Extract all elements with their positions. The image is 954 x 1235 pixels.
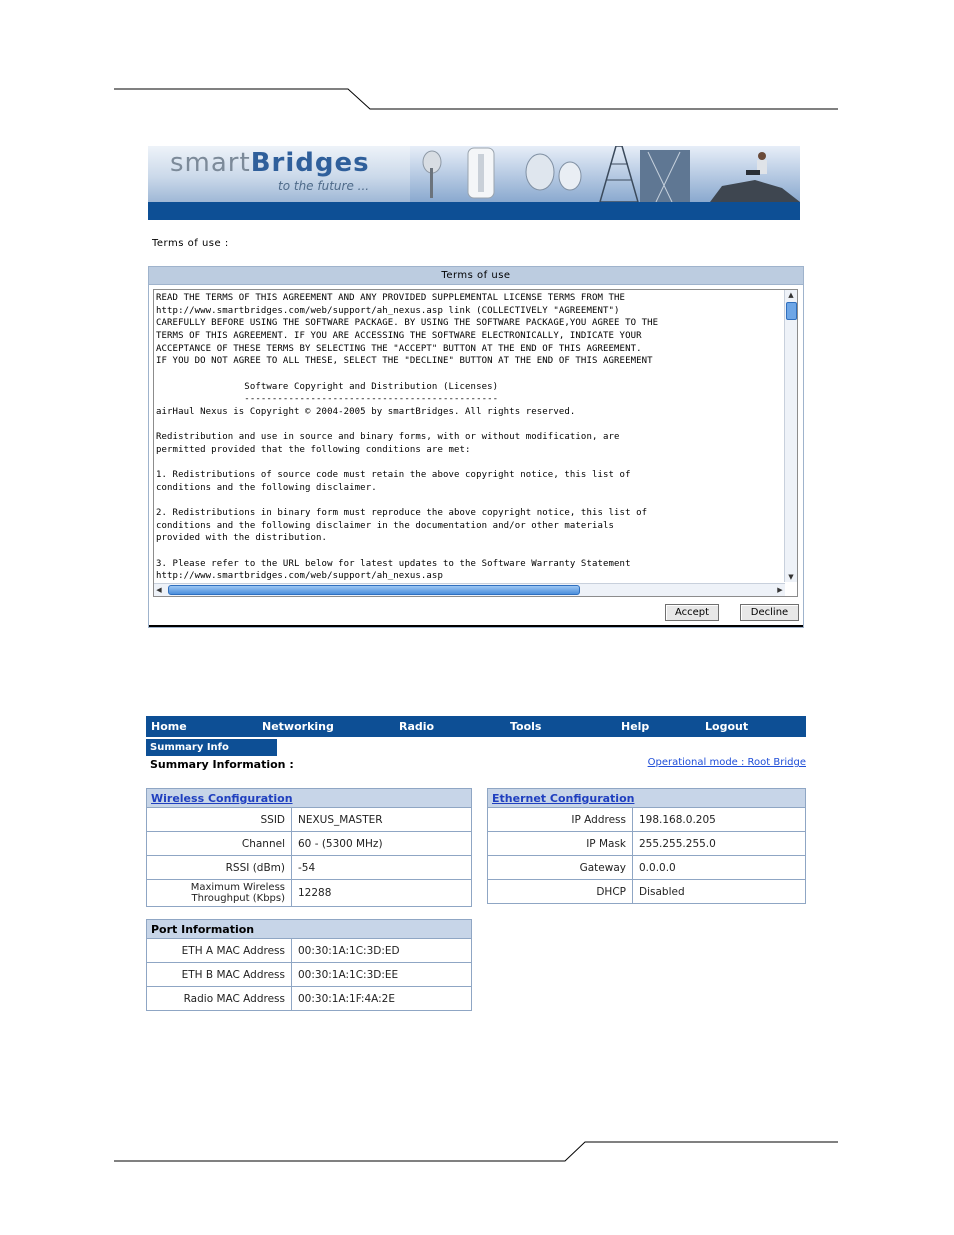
row-value: 198.168.0.205 (633, 808, 806, 832)
terms-line (156, 368, 783, 381)
banner-photo (410, 146, 800, 202)
summary-screen (146, 716, 806, 1016)
horizontal-scroll-thumb[interactable] (168, 585, 580, 595)
top-nav (146, 716, 806, 737)
table-row (147, 832, 472, 856)
table-row (147, 880, 472, 907)
row-key: IP Mask (488, 832, 633, 856)
row-key: ETH A MAC Address (147, 939, 292, 963)
row-key: DHCP (488, 880, 633, 904)
row-key: Gateway (488, 856, 633, 880)
terms-line (156, 457, 783, 470)
wireless-config-header (147, 789, 472, 808)
terms-line: Software Copyright and Distribution (Licenses) (156, 381, 499, 392)
row-key: SSID (147, 808, 292, 832)
nav-logout[interactable]: Logout (705, 720, 749, 733)
terms-line: 3. Please refer to the URL below for latest updates to the Software Warranty Statement (156, 558, 631, 569)
terms-line: conditions and the following disclaimer. (156, 482, 377, 493)
row-value: Disabled (633, 880, 806, 904)
port-info-header: Port Information (147, 920, 472, 939)
row-value: -54 (292, 856, 472, 880)
subtab-summary-info[interactable]: Summary Info (146, 739, 277, 756)
terms-line: conditions and the following disclaimer in the documentation and/or other materials (156, 520, 615, 531)
row-value: 00:30:1A:1F:4A:2E (292, 987, 472, 1011)
row-value: 60 - (5300 MHz) (292, 832, 472, 856)
terms-line: permitted provided that the following conditions are met: (156, 444, 471, 455)
accept-button[interactable]: Accept (665, 604, 719, 621)
terms-text (156, 292, 783, 582)
table-row (488, 856, 806, 880)
terms-line: http://www.smartbridges.com/web/support/ah_nexus.asp (156, 571, 443, 582)
banner (148, 146, 800, 202)
summary-title: Summary Information : (150, 758, 294, 771)
row-key: ETH B MAC Address (147, 963, 292, 987)
terms-line: ---------------------------------------------- (156, 394, 499, 405)
logo-tagline: to the future ... (278, 179, 370, 193)
row-value: 00:30:1A:1C:3D:ED (292, 939, 472, 963)
row-key: Maximum Wireless Throughput (Kbps) (147, 880, 292, 907)
terms-line: provided with the distribution. (156, 533, 328, 544)
table-row (147, 987, 472, 1011)
nav-radio[interactable]: Radio (399, 720, 435, 733)
terms-bottom-rule (149, 625, 803, 627)
nav-tools[interactable]: Tools (510, 720, 542, 733)
terms-line: Redistribution and use in source and binary forms, with or without modification, are (156, 432, 620, 443)
row-value: NEXUS_MASTER (292, 808, 472, 832)
row-value: 255.255.255.0 (633, 832, 806, 856)
row-value: 12288 (292, 880, 472, 907)
terms-line: http://www.smartbridges.com/web/support/ah_nexus.asp link (COLLECTIVELY "AGREEMENT") (156, 305, 620, 316)
terms-line (156, 545, 783, 558)
nav-home[interactable]: Home (151, 720, 187, 733)
terms-panel-title: Terms of use (149, 267, 803, 285)
ethernet-config-table (487, 788, 806, 904)
terms-line (156, 419, 783, 432)
scroll-up-arrow-icon[interactable]: ▲ (788, 291, 794, 299)
ethernet-config-link[interactable]: Ethernet Configuration (492, 791, 635, 805)
table-row (147, 963, 472, 987)
row-key: Channel (147, 832, 292, 856)
banner-bar (148, 202, 800, 220)
operational-mode-link[interactable]: Operational mode : Root Bridge (647, 757, 806, 768)
terms-of-use-screen (148, 146, 804, 626)
scroll-down-arrow-icon[interactable]: ▼ (788, 573, 794, 581)
terms-line: TERMS OF THIS AGREEMENT. IF YOU ARE ACCESSING THE SOFTWARE ELECTRONICALLY, INDICATE YOUR (156, 330, 642, 341)
table-row (488, 880, 806, 904)
wireless-config-table (146, 788, 472, 907)
terms-line: airHaul Nexus is Copyright © 2004-2005 by smartBridges. All rights reserved. (156, 406, 576, 417)
terms-line: READ THE TERMS OF THIS AGREEMENT AND ANY PROVIDED SUPPLEMENTAL LICENSE TERMS FROM THE (156, 293, 626, 303)
terms-panel (148, 266, 804, 628)
wireless-config-link[interactable]: Wireless Configuration (151, 791, 293, 805)
terms-line: 1. Redistributions of source code must retain the above copyright notice, this list of (156, 470, 631, 481)
vertical-scroll-thumb[interactable] (786, 302, 797, 320)
terms-line: ACCEPTANCE OF THESE TERMS BY SELECTING THE "ACCEPT" BUTTON AT THE END OF THIS AGREEMENT. (156, 343, 642, 354)
row-key: IP Address (488, 808, 633, 832)
table-row (147, 939, 472, 963)
row-key: Radio MAC Address (147, 987, 292, 1011)
terms-line: CAREFULLY BEFORE USING THE SOFTWARE PACKAGE. BY USING THE SOFTWARE PACKAGE,YOU AGREE TO THE (156, 318, 659, 329)
row-value: 0.0.0.0 (633, 856, 806, 880)
table-row (488, 832, 806, 856)
scroll-left-arrow-icon[interactable]: ◀ (156, 586, 162, 594)
scroll-right-arrow-icon[interactable]: ▶ (777, 586, 783, 594)
table-row (488, 808, 806, 832)
ethernet-config-header (488, 789, 806, 808)
table-row (147, 856, 472, 880)
terms-line (156, 495, 783, 508)
table-row (147, 808, 472, 832)
terms-line: IF YOU DO NOT AGREE TO ALL THESE, SELECT THE "DECLINE" BUTTON AT THE END OF THIS AGREEMENT (156, 356, 653, 367)
horizontal-scrollbar[interactable] (154, 583, 785, 596)
smartbridges-logo: smartBridges (170, 148, 370, 178)
vertical-scrollbar[interactable] (784, 290, 797, 582)
port-info-table (146, 919, 472, 1011)
decline-button[interactable]: Decline (740, 604, 799, 621)
nav-networking[interactable]: Networking (262, 720, 334, 733)
terms-textarea[interactable] (153, 289, 798, 597)
nav-help[interactable]: Help (621, 720, 650, 733)
row-key: RSSI (dBm) (147, 856, 292, 880)
terms-line: 2. Redistributions in binary form must reproduce the above copyright notice, this list of (156, 508, 648, 519)
row-value: 00:30:1A:1C:3D:EE (292, 963, 472, 987)
terms-label: Terms of use : (152, 238, 229, 249)
